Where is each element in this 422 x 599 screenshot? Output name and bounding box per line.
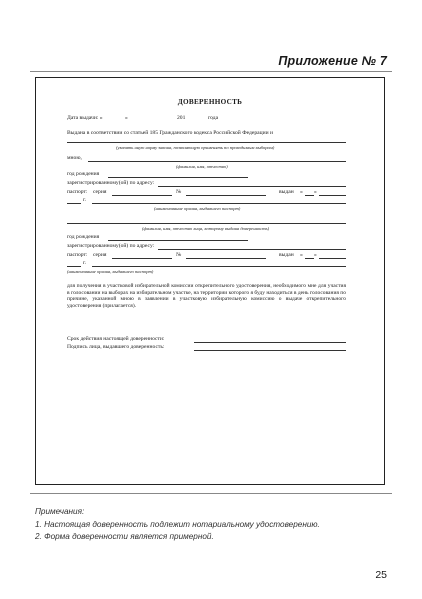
principal-series-line[interactable]	[112, 195, 172, 196]
trustee-issued-label: выдан	[279, 252, 294, 258]
signature-line[interactable]	[194, 350, 346, 351]
issue-date-quote-close: »	[125, 115, 128, 121]
trustee-series-line[interactable]	[112, 258, 172, 259]
trustee-series-label: серия	[93, 252, 107, 258]
trustee-issue-year-line[interactable]	[67, 266, 81, 267]
form-title: ДОВЕРЕННОСТЬ	[177, 98, 243, 106]
trustee-birth-year-label: год рождения	[67, 234, 100, 240]
notes-heading: Примечания:	[35, 507, 85, 516]
principal-number-line[interactable]	[186, 195, 266, 196]
principal-issued-label: выдан	[279, 189, 294, 195]
hint-fullname: (фамилия, имя, отчество)	[176, 164, 228, 169]
page-number: 25	[375, 569, 387, 581]
trustee-issue-month-line[interactable]	[319, 258, 346, 259]
trustee-registered-label: зарегистрированному(ой) по адресу:	[67, 243, 155, 249]
validity-line[interactable]	[194, 342, 346, 343]
hint-law: (указать иную норму закона, позволяющую применять по проводимым выборам)	[116, 145, 275, 150]
principal-passport-label: паспорт:	[67, 189, 88, 195]
signature-label: Подпись лица, выдавшего доверенность:	[67, 344, 165, 350]
principal-quote-open: «	[300, 189, 303, 195]
validity-label: Срок действия настоящей доверенности:	[67, 336, 165, 342]
trustee-issuer-line[interactable]	[92, 266, 346, 267]
trustee-quote-close: »	[314, 252, 317, 258]
issue-year-suffix: года	[208, 115, 219, 121]
principal-issue-month-line[interactable]	[319, 195, 346, 196]
principal-hint-issuer: (наименование органа, выдавшего паспорт)	[154, 206, 241, 211]
notes-rule	[30, 493, 392, 494]
power-of-attorney-form	[35, 77, 385, 485]
trustee-passport-label: паспорт:	[67, 252, 88, 258]
principal-address-line[interactable]	[158, 186, 346, 187]
issue-date-label: Дата выдачи: «	[67, 115, 103, 121]
principal-birth-year-label: год рождения	[67, 171, 100, 177]
principal-year-mark: г.	[83, 197, 87, 203]
header-rule	[30, 71, 392, 72]
principal-name-line[interactable]	[88, 161, 346, 162]
hint-trustee: (фамилия, имя, отчество лица, которому выдана доверенность)	[142, 226, 270, 231]
trustee-address-line[interactable]	[158, 249, 346, 250]
trustee-number-label: №	[176, 252, 182, 258]
trustee-year-mark: г.	[83, 260, 87, 266]
issue-year-prefix: 201	[177, 115, 186, 121]
trustee-issue-day-line[interactable]	[305, 258, 314, 259]
purpose-paragraph: для получения в участковой избирательной комиссии открепительного удостоверения, необходимого мне для участия в голосовании на выборах на избирательном участке, на территории которого я буду находиться в день голосования по причине, указанной мною в заявлении в участковую избирательную комиссию о выдаче открепительного удостоверения (прилагается).	[67, 283, 346, 309]
principal-number-label: №	[176, 189, 182, 195]
trustee-name-line[interactable]	[67, 223, 346, 224]
principal-issue-year-line[interactable]	[67, 203, 81, 204]
trustee-number-line[interactable]	[186, 258, 266, 259]
principal-series-label: серия	[93, 189, 107, 195]
trustee-quote-open: «	[300, 252, 303, 258]
principal-issuer-line[interactable]	[92, 203, 346, 204]
principal-birth-year-line[interactable]	[108, 177, 248, 178]
appendix-label: Приложение № 7	[278, 54, 387, 68]
note-item-1: 1. Настоящая доверенность подлежит нотариальному удостоверению.	[35, 520, 320, 529]
trustee-hint-issuer: (наименование органа, выдавшего паспорт)	[67, 269, 154, 274]
principal-quote-close: »	[314, 189, 317, 195]
me-label: мною,	[67, 155, 82, 161]
principal-registered-label: зарегистрированному(ой) по адресу:	[67, 180, 155, 186]
principal-issue-day-line[interactable]	[305, 195, 314, 196]
intro-text: Выдана в соответствии со статьей 185 Гражданского кодекса Российской Федерации и	[67, 130, 274, 136]
law-field-line[interactable]	[67, 142, 346, 143]
trustee-birth-year-line[interactable]	[108, 240, 248, 241]
note-item-2: 2. Форма доверенности является примерной.	[35, 532, 214, 541]
